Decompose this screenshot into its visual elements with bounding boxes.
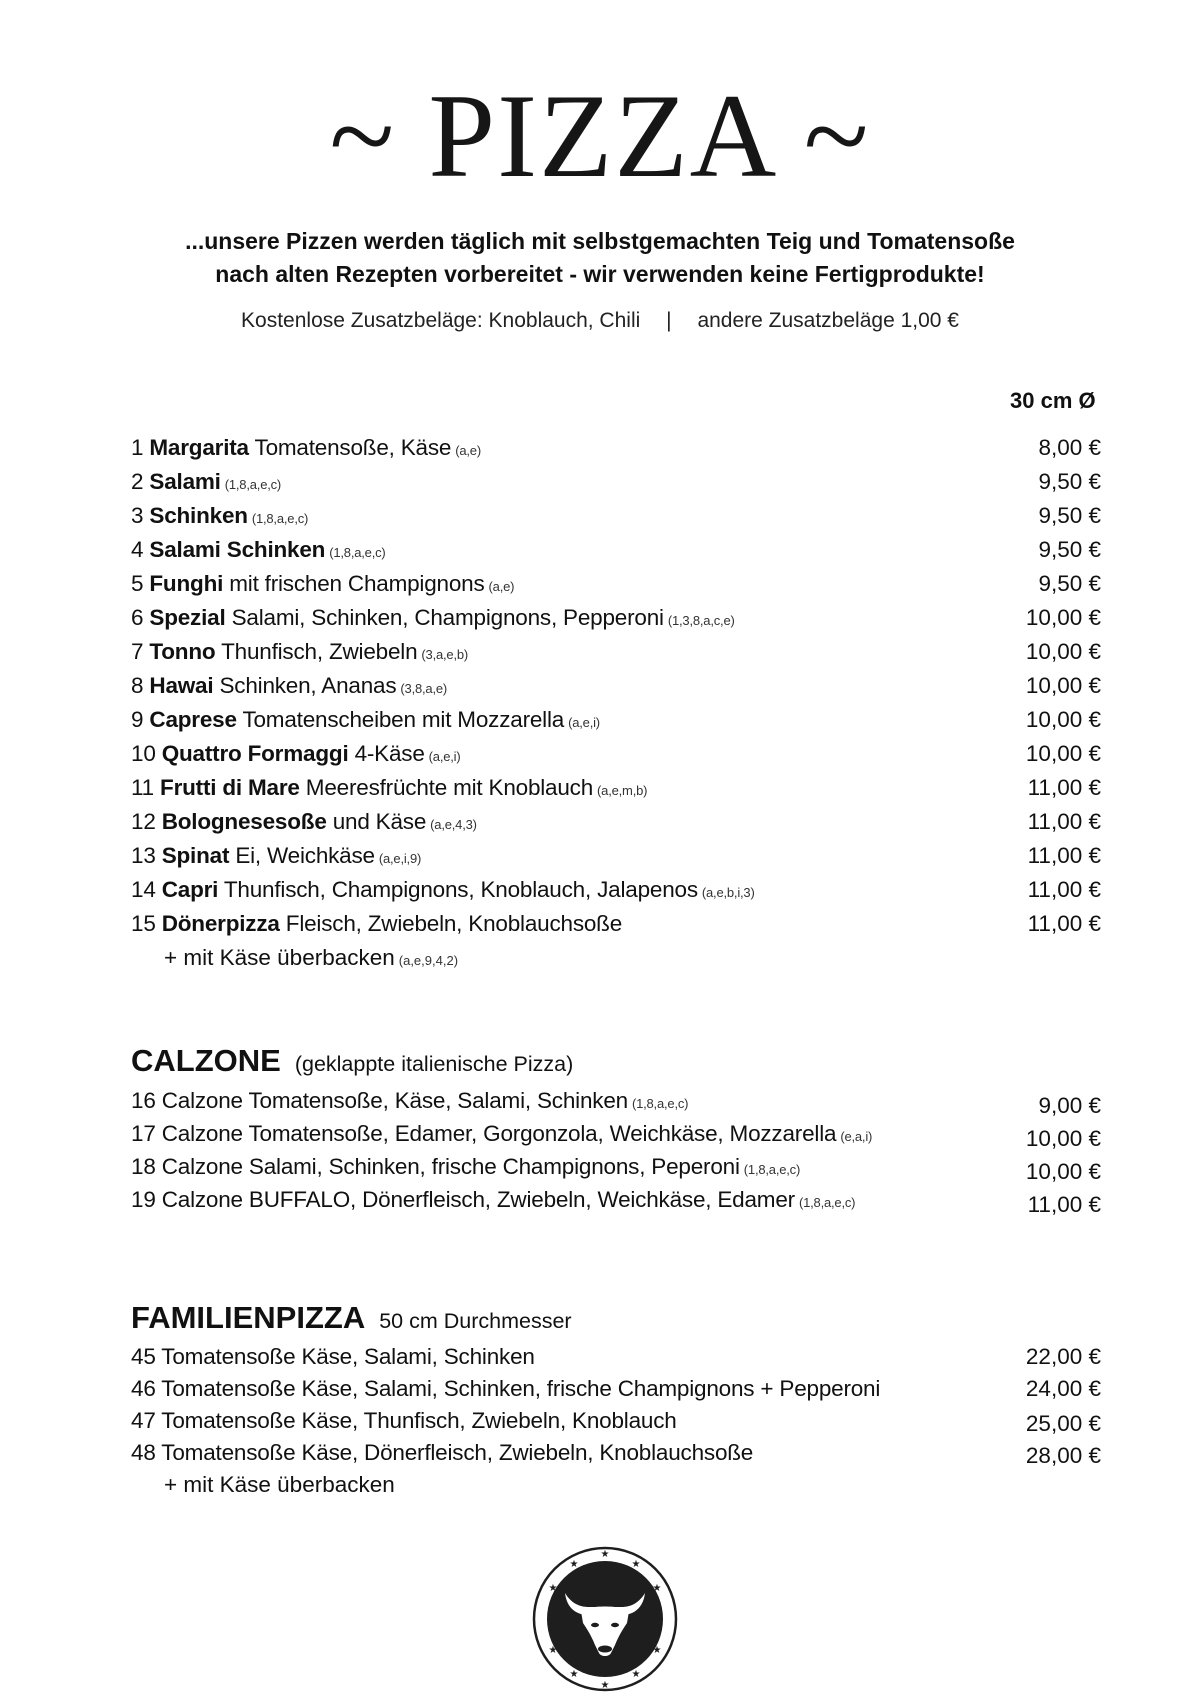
menu-item (131, 805, 1101, 839)
item-description: Tomatenscheiben mit Mozzarella (236, 707, 565, 732)
item-description: Fleisch, Zwiebeln, Knoblauchsoße (279, 911, 623, 936)
menu-item (131, 567, 1101, 601)
item-name: Hawai (149, 673, 214, 698)
size-header: 30 cm Ø (1010, 388, 1096, 413)
allergen-code: (a,e,i) (428, 749, 461, 764)
menu-item (131, 431, 1101, 465)
free-toppings-text: Kostenlose Zusatzbeläge: Knoblauch, Chili (241, 309, 641, 332)
svg-text:★: ★ (652, 1645, 662, 1656)
calzone-section-header (131, 1041, 573, 1087)
menu-item (131, 465, 1101, 499)
section-subtitle: 50 cm Durchmesser (379, 1309, 572, 1333)
item-price: 24,00 € (1025, 1376, 1101, 1401)
item-number: 15 (131, 911, 156, 936)
item-price: 10,00 € (1025, 1126, 1101, 1151)
allergen-code: (a,e,i,9) (378, 851, 422, 866)
menu-item (131, 499, 1101, 533)
svg-text:★: ★ (631, 1669, 641, 1680)
item-price: 10,00 € (1025, 707, 1101, 732)
menu-item (131, 1117, 1101, 1151)
item-number: 11 (131, 775, 154, 800)
item-description: Tomatensoße Käse, Dönerfleisch, Zwiebeln, Knoblauchsoße (161, 1440, 754, 1465)
item-price: 25,00 € (1025, 1411, 1101, 1436)
allergen-code: (1,8,a,e,c) (631, 1096, 689, 1111)
allergen-code: (1,8,a,e,c) (251, 511, 309, 526)
item-name: Spezial (149, 605, 226, 630)
item-name: Salami Schinken (149, 537, 326, 562)
item-number: 4 (131, 537, 144, 562)
svg-text:★: ★ (631, 1559, 641, 1570)
item-number: 3 (131, 503, 144, 528)
item-price: 11,00 € (1027, 843, 1101, 868)
item-name: Tonno (149, 639, 216, 664)
familienpizza-section-header (131, 1298, 572, 1344)
item-name: Spinat (161, 843, 230, 868)
menu-item (131, 737, 1101, 771)
item-description: Calzone BUFFALO, Dönerfleisch, Zwiebeln, Weichkäse, Edamer (161, 1187, 795, 1212)
item-number: 1 (131, 435, 144, 460)
item-name: Frutti di Mare (160, 775, 300, 800)
item-price: 8,00 € (1038, 435, 1101, 460)
item-number: 47 (131, 1408, 156, 1433)
item-description: Ei, Weichkäse (229, 843, 375, 868)
item-price: 9,50 € (1038, 537, 1101, 562)
menu-item (131, 839, 1101, 873)
intro-line-2: nach alten Rezepten vorbereitet - wir verwenden keine Fertigprodukte! (215, 261, 985, 287)
allergen-code: (3,a,e,b) (421, 647, 469, 662)
item-continuation (164, 941, 458, 978)
item-name: Caprese (149, 707, 237, 732)
menu-item (131, 1404, 1101, 1438)
item-price: 10,00 € (1025, 741, 1101, 766)
menu-item (131, 907, 1101, 941)
item-description: Thunfisch, Zwiebeln (215, 639, 418, 664)
item-description: Salami, Schinken, Champignons, Pepperoni (225, 605, 664, 630)
menu-item (131, 873, 1101, 907)
item-price: 28,00 € (1025, 1443, 1101, 1468)
item-name: Schinken (149, 503, 248, 528)
item-name: Salami (149, 469, 221, 494)
item-number: 45 (131, 1344, 156, 1369)
item-number: 2 (131, 469, 144, 494)
menu-item (131, 533, 1101, 567)
item-description: mit frischen Champignons (223, 571, 485, 596)
item-number: 12 (131, 809, 156, 834)
allergen-code: (1,3,8,a,c,e) (667, 613, 735, 628)
allergen-code: (a,e) (455, 443, 481, 458)
item-description: 4-Käse (348, 741, 425, 766)
item-number: 13 (131, 843, 156, 868)
item-description: Thunfisch, Champignons, Knoblauch, Jalapenos (218, 877, 698, 902)
allergen-code: (a,e,m,b) (597, 783, 648, 798)
menu-item (131, 635, 1101, 669)
allergen-code: (1,8,a,e,c) (743, 1162, 801, 1177)
item-description: Tomatensoße, Käse (248, 435, 452, 460)
menu-item (131, 1084, 1101, 1118)
item-description: Tomatensoße Käse, Salami, Schinken (161, 1344, 535, 1369)
item-price: 9,50 € (1038, 503, 1101, 528)
item-number: 46 (131, 1376, 156, 1401)
item-price: 9,50 € (1038, 469, 1101, 494)
menu-item (131, 1183, 1101, 1217)
item-continuation: + mit Käse überbacken (164, 1472, 395, 1497)
item-name: Margarita (149, 435, 249, 460)
item-number: 17 (131, 1121, 156, 1146)
item-number: 19 (131, 1187, 156, 1212)
menu-item (131, 1372, 1101, 1406)
item-price: 22,00 € (1025, 1344, 1101, 1369)
allergen-code: (a,e,9,4,2) (398, 953, 459, 968)
item-name: Funghi (149, 571, 224, 596)
allergen-code: (a,e,i) (568, 715, 600, 730)
menu-item (131, 1436, 1101, 1470)
allergen-code: (1,8,a,e,c) (224, 477, 282, 492)
svg-text:★: ★ (548, 1645, 558, 1656)
item-description: Calzone Salami, Schinken, frische Champignons, Peperoni (161, 1154, 740, 1179)
item-description: Tomatensoße Käse, Thunfisch, Zwiebeln, Knoblauch (161, 1408, 677, 1433)
svg-text:★: ★ (600, 1680, 610, 1691)
item-price: 10,00 € (1025, 639, 1101, 664)
svg-text:★: ★ (569, 1559, 579, 1570)
item-description: Calzone Tomatensoße, Käse, Salami, Schinken (161, 1088, 628, 1113)
item-price: 11,00 € (1027, 809, 1101, 834)
menu-item (131, 703, 1101, 737)
menu-item (131, 669, 1101, 703)
allergen-code: (a,e) (488, 579, 515, 594)
section-title: CALZONE (131, 1043, 281, 1078)
svg-text:★: ★ (548, 1583, 558, 1594)
item-price: 11,00 € (1027, 877, 1101, 902)
allergen-code: (a,e,b,i,3) (701, 885, 755, 900)
item-number: 8 (131, 673, 144, 698)
allergen-code: (1,8,a,e,c) (798, 1195, 856, 1210)
allergen-code: (a,e,4,3) (430, 817, 477, 832)
item-number: 16 (131, 1088, 156, 1113)
item-number: 14 (131, 877, 156, 902)
item-number: 9 (131, 707, 144, 732)
item-name: Bolognesesoße (161, 809, 327, 834)
item-number: 7 (131, 639, 144, 664)
item-price: 11,00 € (1027, 911, 1101, 936)
item-description: und Käse (326, 809, 427, 834)
item-price: 11,00 € (1027, 775, 1101, 800)
item-number: 6 (131, 605, 144, 630)
menu-item (131, 771, 1101, 805)
item-price: 9,50 € (1038, 571, 1101, 596)
item-number: 10 (131, 741, 156, 766)
item-description: Tomatensoße Käse, Salami, Schinken, frische Champignons + Pepperoni (161, 1376, 881, 1401)
item-name: Quattro Formaggi (161, 741, 349, 766)
item-price: 10,00 € (1025, 605, 1101, 630)
intro-line-1: ...unsere Pizzen werden täglich mit selbstgemachten Teig und Tomatensoße (185, 228, 1015, 254)
item-name: Dönerpizza (161, 911, 280, 936)
item-description: Schinken, Ananas (213, 673, 397, 698)
svg-text:★: ★ (569, 1669, 579, 1680)
allergen-code: (3,8,a,e) (400, 681, 448, 696)
item-number: 48 (131, 1440, 156, 1465)
separator: | (666, 309, 672, 332)
allergen-code: (e,a,i) (840, 1129, 873, 1144)
item-price: 10,00 € (1025, 673, 1101, 698)
allergen-code: (1,8,a,e,c) (329, 545, 386, 560)
item-name: Capri (161, 877, 219, 902)
item-price: 9,00 € (1038, 1093, 1101, 1118)
item-price: 11,00 € (1027, 1192, 1101, 1217)
menu-item (131, 1340, 1101, 1374)
extra-toppings-note (0, 306, 1200, 336)
section-subtitle: (geklappte italienische Pizza) (294, 1052, 574, 1076)
other-toppings-text: andere Zusatzbeläge 1,00 € (697, 309, 959, 332)
menu-item (131, 601, 1101, 635)
svg-text:★: ★ (652, 1583, 662, 1594)
item-number: 5 (131, 571, 144, 596)
page-title: ~ PIZZA ~ (329, 69, 871, 202)
menu-item (131, 1150, 1101, 1184)
item-description: Calzone Tomatensoße, Edamer, Gorgonzola, Weichkäse, Mozzarella (161, 1121, 837, 1146)
item-price: 10,00 € (1025, 1159, 1101, 1184)
svg-text:★: ★ (600, 1549, 610, 1560)
section-title: FAMILIENPIZZA (131, 1300, 366, 1335)
item-number: 18 (131, 1154, 156, 1179)
continuation-text: + mit Käse überbacken (164, 945, 395, 970)
bull-head-logo-icon (531, 1545, 679, 1693)
item-description: Meeresfrüchte mit Knoblauch (299, 775, 594, 800)
